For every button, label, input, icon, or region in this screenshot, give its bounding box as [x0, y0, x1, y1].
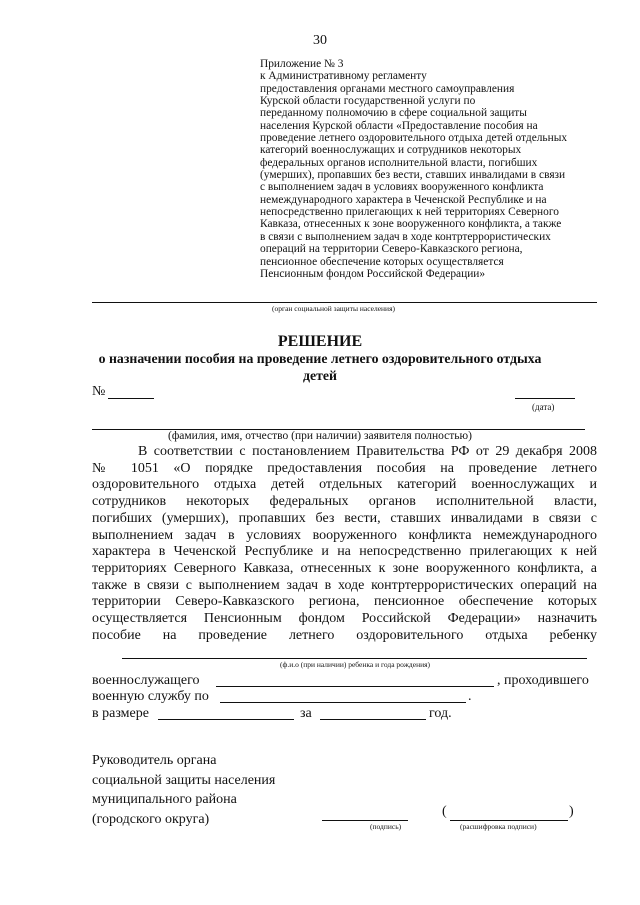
signatory-line: муниципального района	[92, 792, 237, 807]
appendix-block	[260, 58, 590, 280]
appendix-line: с выполнением задач в условиях вооруженного конфликта	[260, 181, 544, 194]
period-field-line[interactable]	[320, 719, 426, 720]
decode-paren-open: (	[442, 804, 447, 819]
appendix-line: (умерших), пропавших без вести, ставших инвалидами в связи	[260, 169, 566, 182]
signatory-line: Руководитель органа	[92, 753, 217, 768]
body-line: В соответствии с постановлением Правительства РФ от 29 декабря 2008	[138, 444, 597, 459]
signatory-line: социальной защиты населения	[92, 772, 276, 788]
decision-body	[92, 444, 597, 644]
decode-field-line[interactable]	[450, 820, 568, 821]
appendix-line: Курской области государственной услуги по	[260, 95, 476, 108]
serviceman-suffix: , проходившего	[497, 673, 589, 688]
amount-for-label: за	[300, 706, 312, 721]
applicant-caption: (фамилия, имя, отчество (при наличии) заявителя полностью)	[168, 430, 472, 442]
body-line: осуществляется Пенсионным фондом Российской Федерации» назначить	[92, 611, 597, 627]
body-line: характера в Чеченской Республике и на непосредственно прилегающих к ней	[92, 544, 597, 560]
service-field-line[interactable]	[220, 702, 466, 703]
appendix-line: Кавказа, отнесенных к зоне вооруженного конфликта, а также	[260, 218, 562, 231]
body-line: оздоровительного отдыха детей отдельных категорий военнослужащих и	[92, 477, 597, 493]
appendix-line: предоставления органами местного самоуправления	[260, 82, 515, 95]
body-line: погибших (умерших), пропавших без вести, ставших инвалидами в связи с	[92, 510, 597, 526]
signature-caption: (подпись)	[370, 822, 402, 831]
page-number: 30	[313, 33, 327, 48]
decode-caption: (расшифровка подписи)	[460, 822, 537, 831]
appendix-line: в связи с выполнением задач в ходе контртеррористических	[260, 230, 551, 243]
appendix-line: пенсионное обеспечение которых осуществляется	[260, 255, 504, 268]
body-line: сотрудников некоторых федеральных органов исполнительной власти,	[92, 494, 597, 510]
body-line: выполнением задач в условиях вооруженного конфликта немеждународного	[92, 527, 597, 543]
decision-subheading: о назначении пособия на проведение летнего оздоровительного отдыха	[98, 351, 542, 366]
serviceman-label: военнослужащего	[92, 673, 200, 688]
decode-paren-close: )	[569, 804, 574, 819]
appendix-line: категорий военнослужащих и сотрудников некоторых	[260, 144, 522, 157]
child-caption: (ф.и.о (при наличии) ребенка и года рождения)	[280, 660, 431, 669]
appendix-line: переданному полномочию в сфере социальной защиты	[260, 107, 527, 120]
body-line: территории Северо-Кавказского региона, пенсионное обеспечение которых	[92, 594, 597, 610]
body-line: пособие на проведение летнего оздоровительного отдыха ребенку	[92, 627, 597, 643]
service-label: военную службу по	[92, 689, 209, 704]
appendix-line: Пенсионным фондом Российской Федерации»	[260, 267, 486, 280]
organ-field-line[interactable]	[92, 302, 597, 303]
amount-label: в размере	[92, 706, 149, 721]
appendix-line: проведение летнего оздоровительного отдыха детей отдельных	[260, 132, 568, 145]
appendix-line: населения Курской области «Предоставление пособия на	[260, 119, 538, 132]
organ-caption: (орган социальной защиты населения)	[272, 304, 396, 313]
decision-subheading-2: детей	[303, 368, 337, 383]
decision-heading: РЕШЕНИЕ	[277, 333, 363, 350]
signature-field-line[interactable]	[322, 820, 408, 821]
serviceman-field-line[interactable]	[216, 686, 494, 687]
appendix-line: к Административному регламенту	[260, 70, 427, 83]
body-line: территориях Северного Кавказа, отнесенных к зоне вооруженного конфликта, а	[92, 560, 597, 576]
amount-field-line[interactable]	[158, 719, 294, 720]
body-line: также в связи с выполнением задач в ходе контртеррористических операций на	[92, 577, 597, 593]
service-suffix: .	[468, 689, 472, 704]
number-label: №	[92, 384, 106, 399]
date-field-line[interactable]	[515, 398, 575, 399]
appendix-line: Приложение № 3	[260, 58, 344, 70]
body-line: № 1051 «О порядке предоставления пособия на проведение летнего	[92, 460, 597, 476]
signatory-line: (городского округа)	[92, 811, 210, 827]
amount-year-label: год.	[429, 706, 452, 721]
appendix-line: федеральных органов исполнительной власти, погибших	[260, 156, 538, 169]
child-field-line[interactable]	[122, 658, 587, 659]
appendix-line: непосредственно прилегающих к ней территориях Северного	[260, 206, 559, 219]
date-caption: (дата)	[532, 402, 555, 412]
appendix-line: немеждународного характера в Чеченской Республике и на	[260, 193, 547, 206]
signatory-block	[92, 751, 275, 829]
number-field-line[interactable]	[108, 398, 154, 399]
appendix-line: операций на территории Северо-Кавказского региона,	[260, 243, 523, 256]
